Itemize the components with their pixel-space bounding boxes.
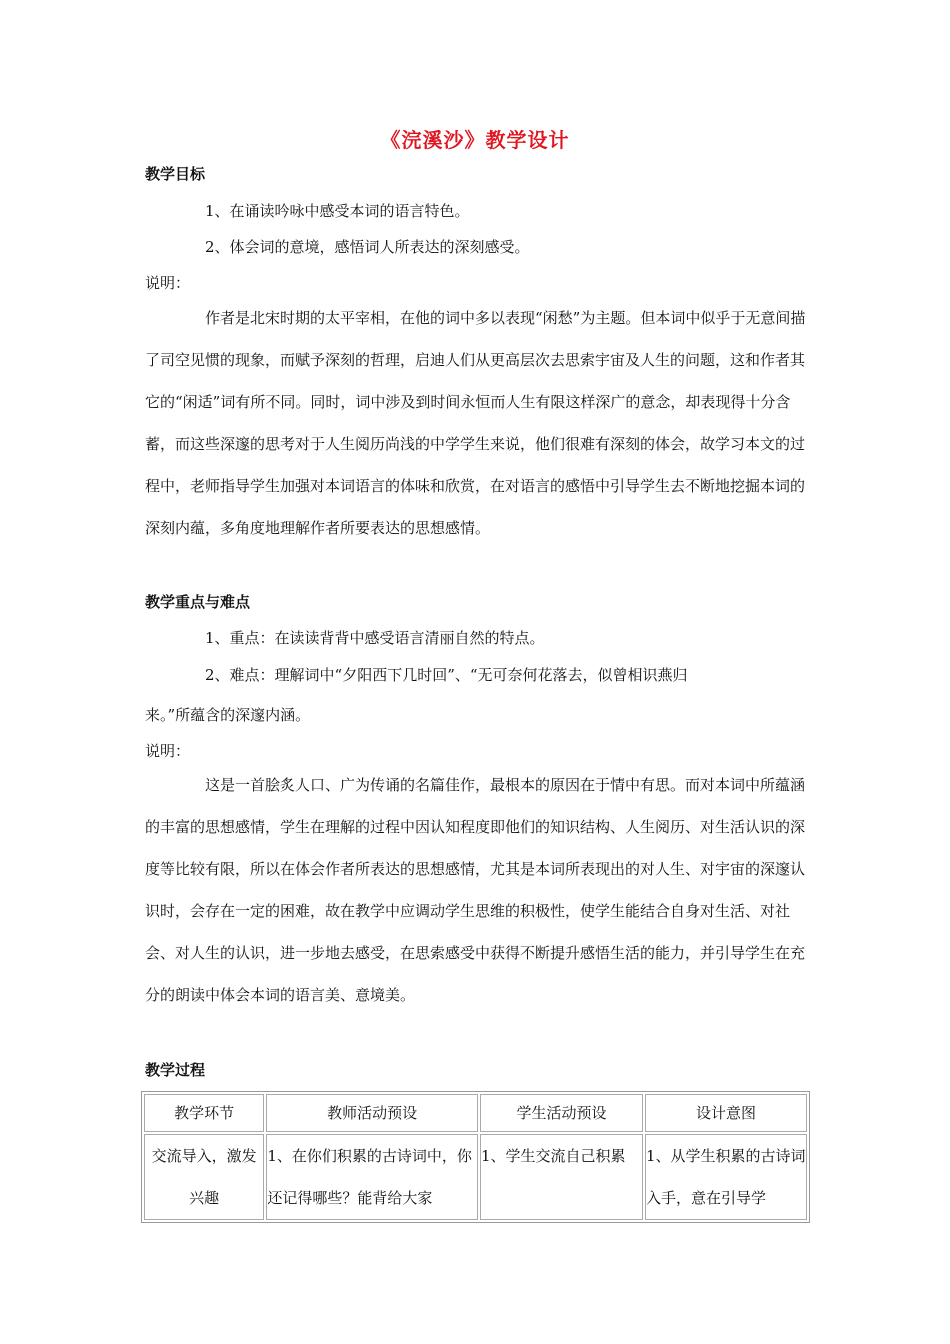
cell-intent: 1、从学生积累的古诗词入手，意在引导学 (645, 1134, 807, 1220)
objectives-note-label: 说明： (145, 274, 191, 292)
header-stage: 教学环节 (144, 1094, 264, 1132)
process-heading: 教学过程 (145, 1061, 206, 1079)
cell-student: 1、学生交流自己积累 (480, 1134, 643, 1220)
keypoints-note: 这是一首脍炙人口、广为传诵的名篇佳作，最根本的原因在于情中有思。而对本词中所蕴涵的丰富的思想感情，学生在理解的过程中因认知程度即他们的知识结构、人生阅历、对生活认识的深度等比较有限，所以在体会作者所表达的思想感情，尤其是本词所表现出的对人生、对宇宙的深邃认识时，会存在一定的困难，故在教学中应调动学生思维的积极性，使学生能结合自身对生活、对社会、对人生的认识，进一步地去感受，在思索感受中获得不断提升感悟生活的能力，并引导学生在充分的朗读中体会本词的语言美、意境美。 (145, 776, 806, 1004)
table-row (144, 1134, 807, 1220)
keypoints-heading: 教学重点与难点 (145, 593, 251, 611)
table-header-row (144, 1094, 807, 1132)
keypoint-item-2: 2、难点：理解词中“夕阳西下几时回”、“无可奈何花落去，似曾相识燕归 (205, 666, 688, 684)
keypoint-item-1: 1、重点：在读读背背中感受语言清丽自然的特点。 (205, 629, 545, 647)
header-teacher: 教师活动预设 (266, 1094, 478, 1132)
cell-stage: 交流导入，激发兴趣 (144, 1134, 264, 1220)
objectives-heading: 教学目标 (145, 165, 206, 183)
objectives-note: 作者是北宋时期的太平宰相，在他的词中多以表现“闲愁”为主题。但本词中似乎于无意间描了司空见惯的现象，而赋予深刻的哲理，启迪人们从更高层次去思索宇宙及人生的问题，这和作者其它的“闲适”词有所不同。同时，词中涉及到时间永恒而人生有限这样深广的意念，却表现得十分含蓄，而这些深邃的思考对于人生阅历尚浅的中学学生来说，他们很难有深刻的体会，故学习本文的过程中，老师指导学生加强对本词语言的体味和欣赏，在对语言的感悟中引导学生去不断地挖掘本词的深刻内蕴，多角度地理解作者所要表达的思想感情。 (145, 309, 806, 537)
objective-item-2: 2、体会词的意境，感悟词人所表达的深刻感受。 (205, 238, 530, 256)
header-student: 学生活动预设 (480, 1094, 643, 1132)
header-intent: 设计意图 (645, 1094, 807, 1132)
objective-item-1: 1、在诵读吟咏中感受本词的语言特色。 (205, 202, 470, 220)
keypoints-note-label: 说明： (145, 742, 191, 760)
document-title: 《浣溪沙》教学设计 (380, 128, 570, 152)
process-table (141, 1091, 810, 1223)
keypoint-item-2-continued: 来。”所蕴含的深邃内涵。 (145, 706, 311, 724)
cell-teacher: 1、在你们积累的古诗词中，你还记得哪些？能背给大家 (266, 1134, 478, 1220)
